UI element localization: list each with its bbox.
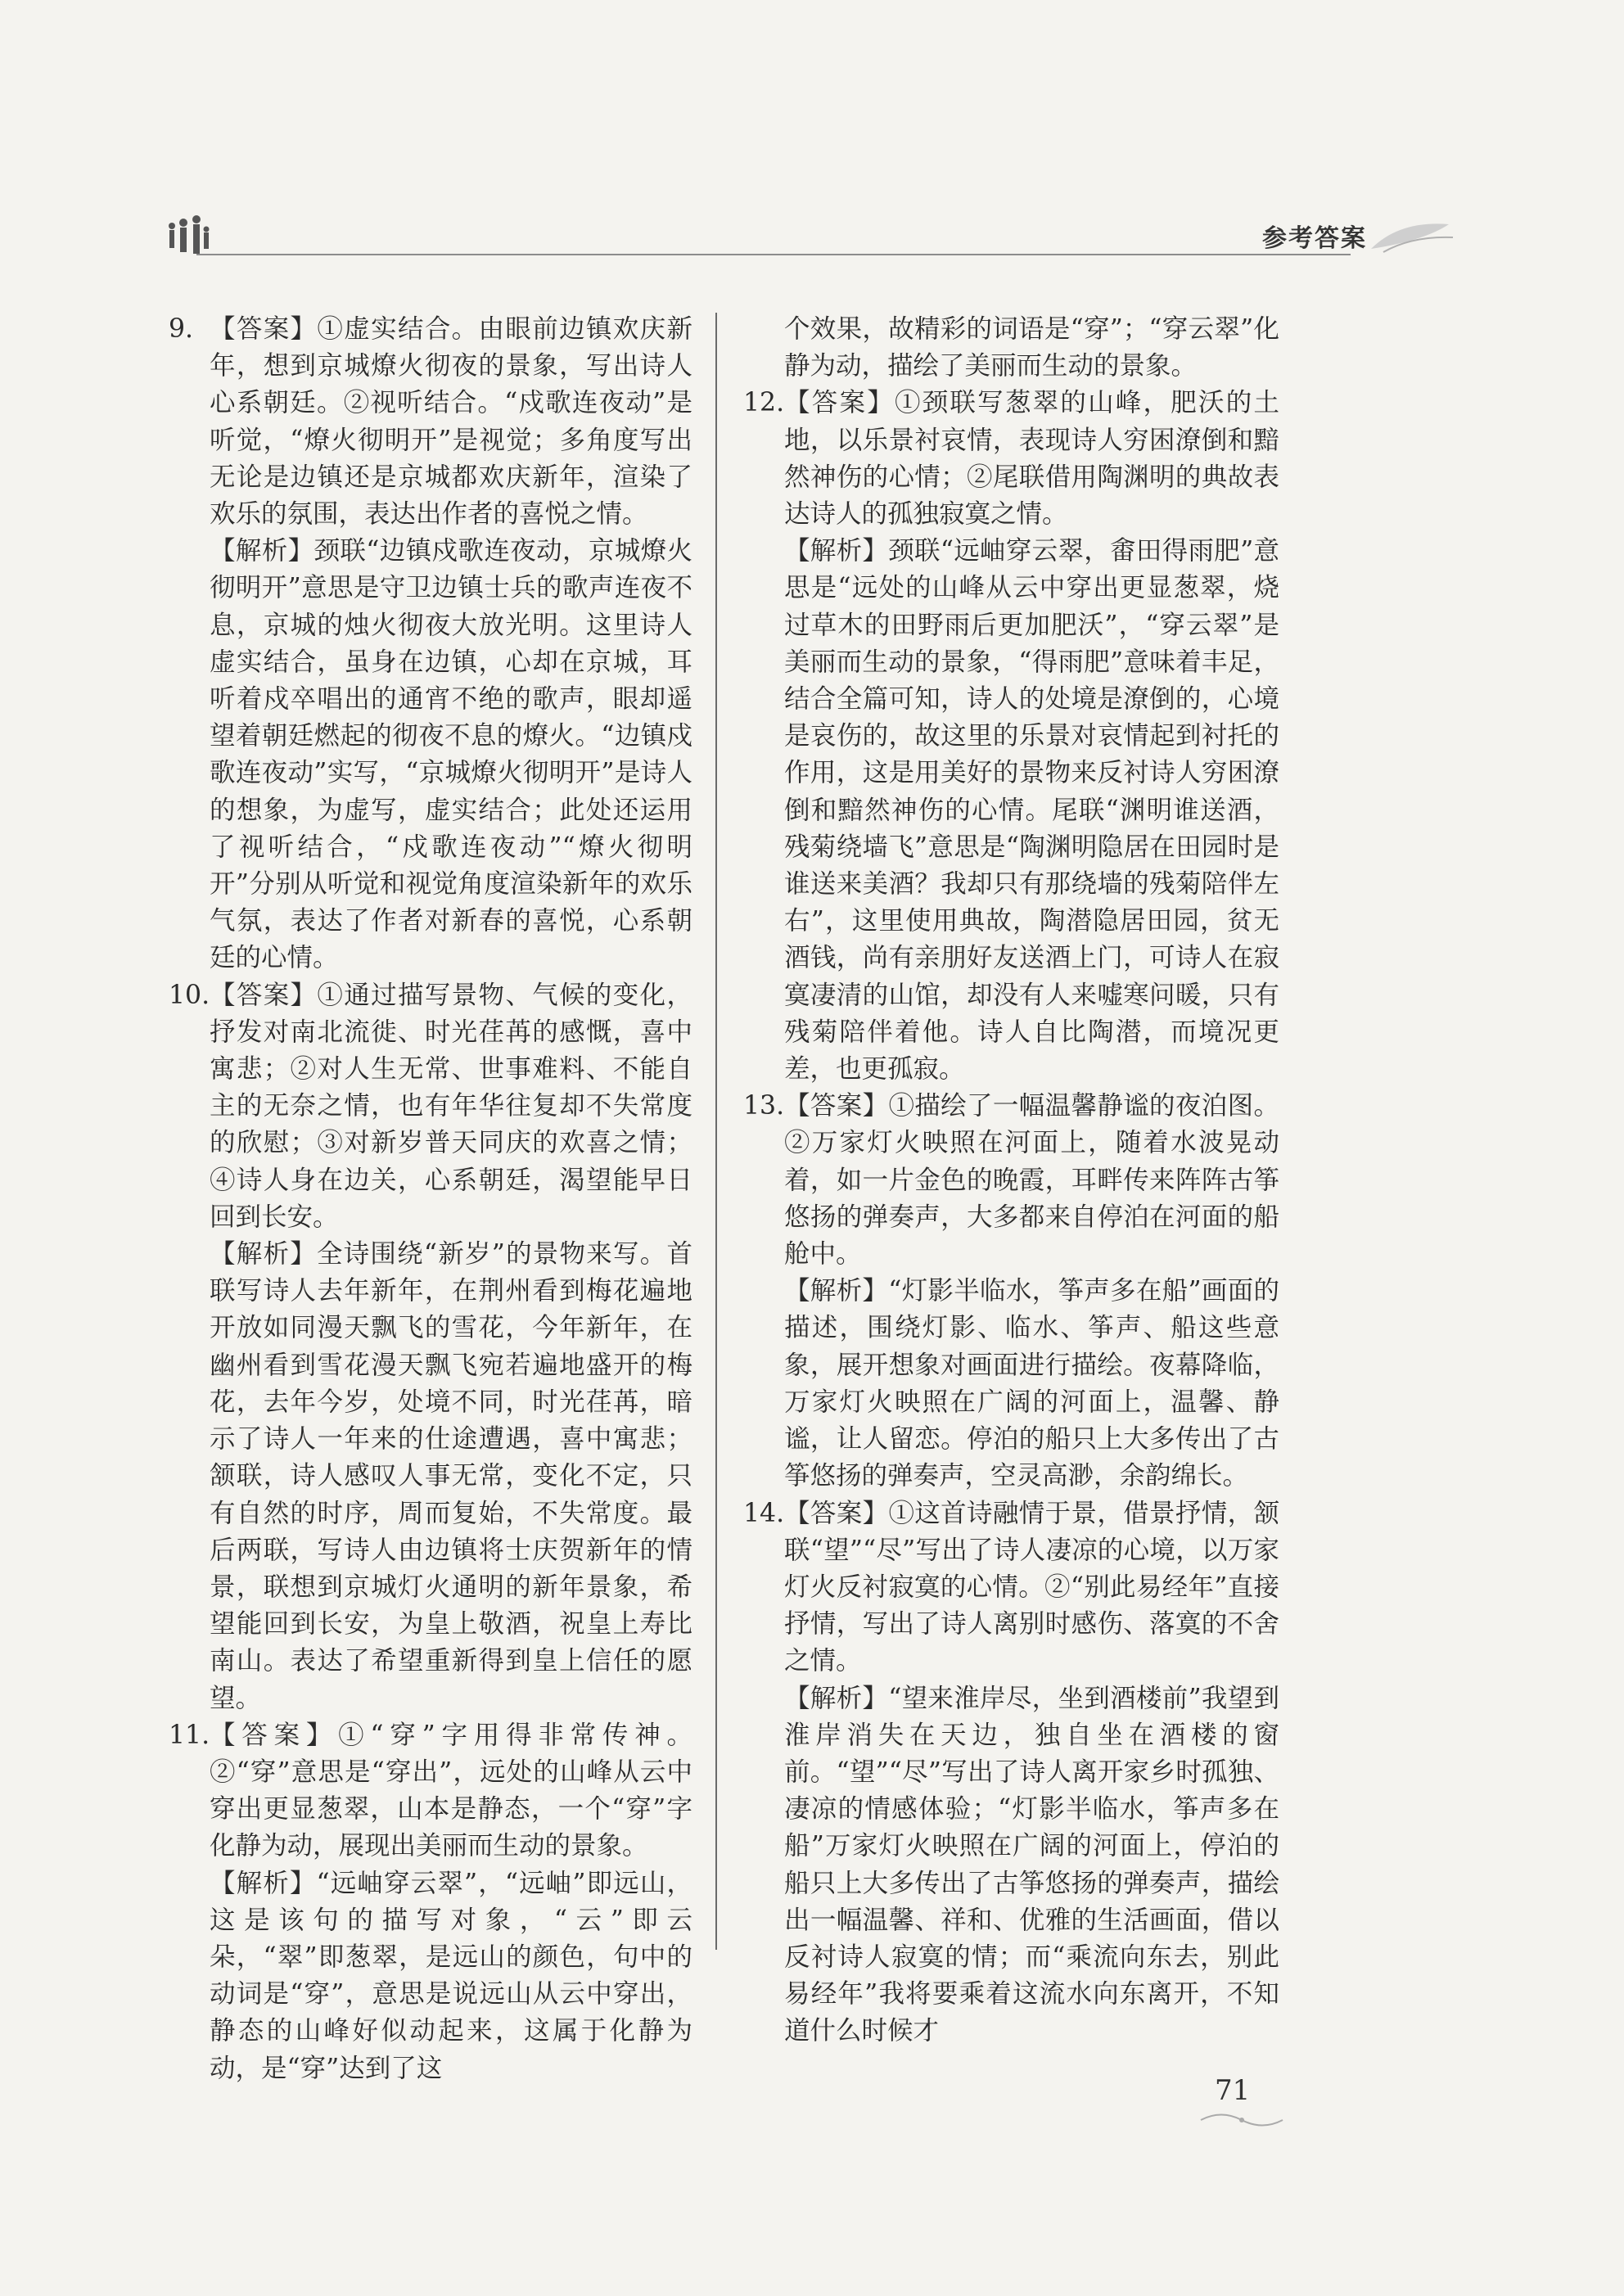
question-13-answer (743, 1088, 1279, 1273)
question-11-answer (169, 1717, 692, 1865)
column-divider (715, 313, 717, 1950)
question-12-answer (743, 385, 1279, 533)
answer-text: 【答案】①这首诗融情于景，借景抒情，颔联“望”“尽”写出了诗人凄凉的心境，以万家灯火反衬寂寞的心情。②“别此易经年”直接抒情，写出了诗人离别时感伤、落寞的不舍之情。 (784, 1498, 1279, 1676)
page-number: 71 (1215, 2074, 1251, 2107)
question-number: 13. (743, 1091, 785, 1121)
left-column (169, 311, 692, 2087)
answer-text: 【答案】①通过描写景物、气候的变化，抒发对南北流徙、时光荏苒的感慨，喜中寓悲；②对人生无常、世事难料、不能自主的无奈之情，也有年华往复却不失常度的欣慰；③对新岁普天同庆的欢喜之情；④诗人身在边关，心系朝廷，渴望能早日回到长安。 (210, 980, 692, 1232)
question-11-analysis-continued: 个效果，故精彩的词语是“穿”；“穿云翠”化静为动，描绘了美丽而生动的景象。 (784, 314, 1279, 381)
question-number: 14. (743, 1498, 785, 1528)
question-14-answer (743, 1495, 1279, 1680)
question-10-analysis: 【解析】全诗围绕“新岁”的景物来写。首联写诗人去年新年，在荆州看到梅花遍地开放如同漫天飘飞的雪花，今年新年，在幽州看到雪花漫天飘飞宛若遍地盛开的梅花，去年今岁，处境不同，时光荏苒，暗示了诗人一年来的仕途遭遇，喜中寓悲；颔联，诗人感叹人事无常，变化不定，只有自然的时序，周而复始，不失常度。最后两联，写诗人由边镇将士庆贺新年的情景，联想到京城灯火通明的新年景象，希望能回到长安，为皇上敬酒，祝皇上寿比南山。表达了希望重新得到皇上信任的愿望。 (210, 1239, 692, 1713)
header-rule (196, 254, 1351, 255)
leaf-ornament-icon (1367, 216, 1457, 259)
answer-text: 【答案】①描绘了一幅温馨静谧的夜泊图。②万家灯火映照在河面上，随着水波晃动着，如一片金色的晚霞，耳畔传来阵阵古筝悠扬的弹奏声，大多都来自停泊在河面的船舱中。 (784, 1091, 1279, 1270)
question-9-analysis: 【解析】颈联“边镇戍歌连夜动，京城燎火彻明开”意思是守卫边镇士兵的歌声连夜不息，京城的烛火彻夜大放光明。这里诗人虚实结合，虽身在边镇，心却在京城，耳听着戍卒唱出的通宵不绝的歌声，眼却遥望着朝廷燃起的彻夜不息的燎火。“边镇戍歌连夜动”实写，“京城燎火彻明开”是诗人的想象，为虚写，虚实结合；此处还运用了视听结合，“戍歌连夜动”“燎火彻明开”分别从听觉和视觉角度渲染新年的欢乐气氛，表达了作者对新春的喜悦，心系朝廷的心情。 (210, 536, 692, 973)
question-number: 12. (743, 388, 785, 418)
question-12-analysis: 【解析】颈联“远岫穿云翠，畬田得雨肥”意思是“远处的山峰从云中穿出更显葱翠，烧过草木的田野雨后更加肥沃”，“穿云翠”是美丽而生动的景象，“得雨肥”意味着丰足，结合全篇可知，诗人的处境是潦倒的，心境是哀伤的，故这里的乐景对哀情起到衬托的作用，这是用美好的景物来反衬诗人穷困潦倒和黯然神伤的心情。尾联“渊明谁送酒，残菊绕墙飞”意思是“陶渊明隐居在田园时是谁送来美酒？我却只有那绕墙的残菊陪伴左右”，这里使用典故，陶潜隐居田园，贫无酒钱，尚有亲朋好友送酒上门，可诗人在寂寞凄清的山馆，却没有人来嘘寒问暖，只有残菊陪伴着他。诗人自比陶潜，而境况更差，也更孤寂。 (784, 536, 1279, 1085)
question-11-analysis: 【解析】“远岫穿云翠”，“远岫”即远山，这是该句的描写对象，“云”即云朵，“翠”即葱翠，是远山的颜色，句中的动词是“穿”，意思是说远山从云中穿出，静态的山峰好似动起来，这属于化静为动，是“穿”达到了这 (210, 1868, 692, 2083)
question-number: 10. (169, 980, 210, 1010)
question-13-analysis: 【解析】“灯影半临水，筝声多在船”画面的描述，围绕灯影、临水、筝声、船这些意象，展开想象对画面进行描绘。夜幕降临，万家灯火映照在广阔的河面上，温馨、静谧，让人留恋。停泊的船只上大多传出了古筝悠扬的弹奏声，空灵高渺，余韵绵长。 (784, 1276, 1279, 1491)
answer-text: 【答案】①颈联写葱翠的山峰，肥沃的土地，以乐景衬哀情，表现诗人穷困潦倒和黯然神伤的心情；②尾联借用陶渊明的典故表达诗人的孤独寂寞之情。 (784, 388, 1279, 530)
answer-text: 【答案】①虚实结合。由眼前边镇欢庆新年，想到京城燎火彻夜的景象，写出诗人心系朝廷。②视听结合。“戍歌连夜动”是听觉，“燎火彻明开”是视觉；多角度写出无论是边镇还是京城都欢庆新年，渲染了欢乐的氛围，表达出作者的喜悦之情。 (210, 314, 692, 530)
ornament-icon (1197, 2108, 1287, 2132)
header-title: 参考答案 (1262, 224, 1367, 253)
question-10-answer (169, 977, 692, 1236)
page-header (164, 214, 1457, 264)
answer-text: 【答案】①“穿”字用得非常传神。②“穿”意思是“穿出”，远处的山峰从云中穿出更显葱翠，山本是静态，一个“穿”字化静为动，展现出美丽而生动的景象。 (210, 1720, 692, 1861)
right-column (743, 311, 1279, 2050)
question-number: 11. (169, 1720, 210, 1750)
question-9-answer (169, 311, 692, 533)
question-number: 9. (169, 314, 194, 344)
question-14-analysis: 【解析】“望来淮岸尽，坐到酒楼前”我望到淮岸消失在天边，独自坐在酒楼的窗前。“望”“尽”写出了诗人离开家乡时孤独、凄凉的情感体验；“灯影半临水，筝声多在船”万家灯火映照在广阔的河面上，停泊的船只上大多传出了古筝悠扬的弹奏声，描绘出一幅温馨、祥和、优雅的生活画面，借以反衬诗人寂寞的情；而“乘流向东去，别此易经年”我将要乘着这流水向东离开，不知道什么时候才 (784, 1683, 1279, 2046)
